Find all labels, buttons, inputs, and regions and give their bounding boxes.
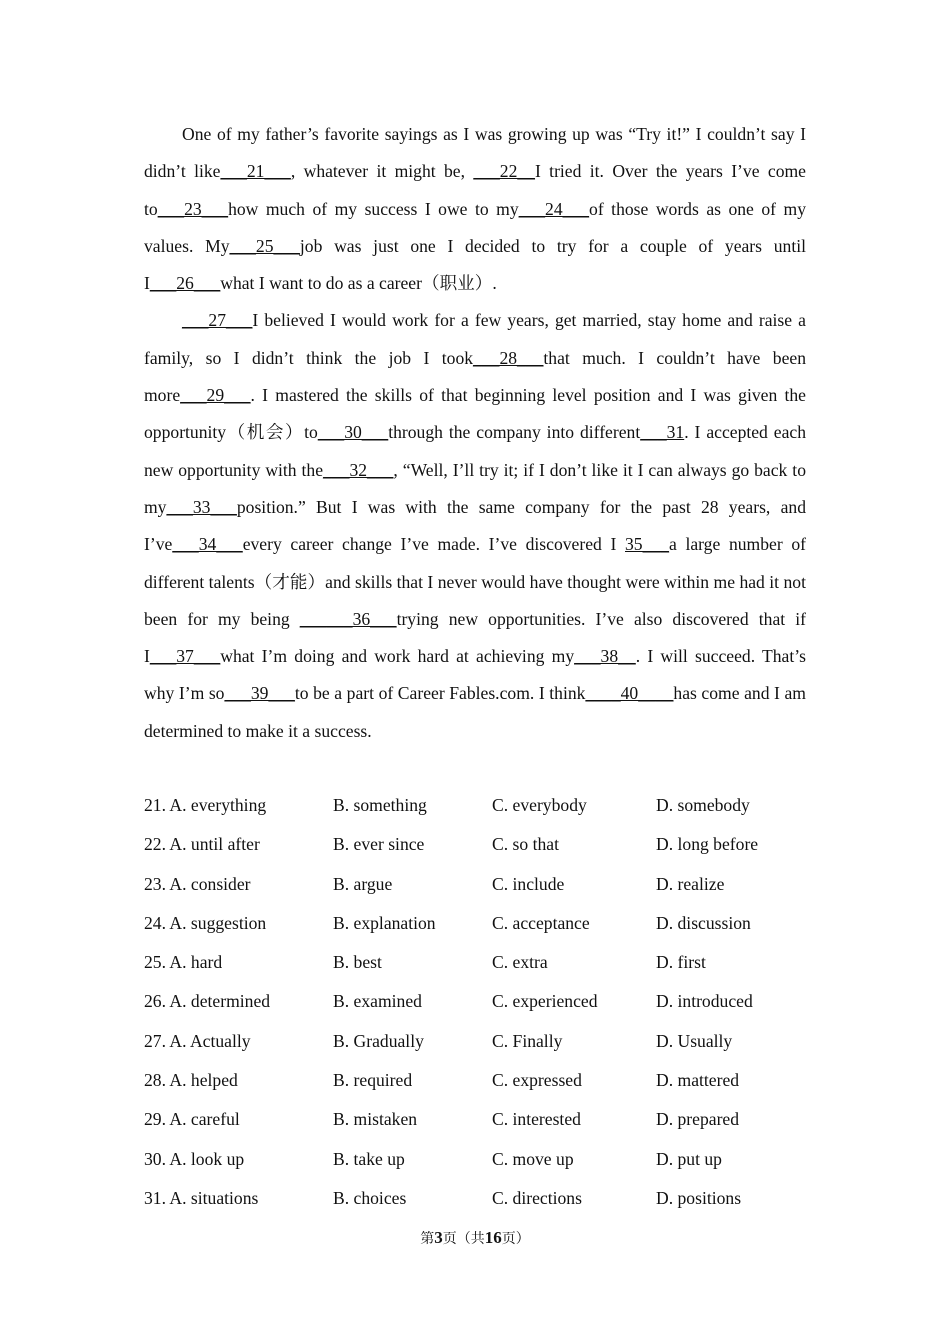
option-choice: D. mattered [656,1070,740,1091]
option-row [144,1181,824,1220]
option-row [144,788,824,827]
option-row [144,1024,824,1063]
option-choice: D. introduced [656,991,753,1012]
option-choice: B. argue [333,873,393,894]
answer-blank: ______36___ [299,608,397,629]
option-choice: D. realize [656,873,725,894]
option-choice: 29. A. careful [144,1109,240,1130]
option-row [144,827,824,866]
option-row [144,906,824,945]
option-choice: 21. A. everything [144,795,267,815]
passage-text: . I mastered the skills of that beginning level position and I was given the opportunity（机会）to [144,385,806,443]
option-choice: D. first [656,952,706,973]
answer-blank: ____40____ [585,683,674,704]
option-choice: C. expressed [492,1070,582,1091]
option-choice: D. discussion [656,912,751,933]
option-choice: B. required [333,1070,413,1091]
answer-blank: ___28___ [473,347,544,368]
answer-blank: ___27___ [182,310,253,331]
passage-text: has come and I am determined to make it a success. [144,683,806,741]
passage-text: I believed I would work for a few years, get married, stay home and raise a family, so I didn’t think the job I took [144,310,806,368]
option-choice: 26. A. determined [144,991,271,1012]
option-choice: C. directions [492,1187,582,1208]
footer-suffix: 页） [501,1232,530,1247]
answer-blank: ___21___ [220,161,291,182]
option-choice: B. best [333,952,382,973]
passage-text: . I accepted each new opportunity with the [144,422,807,480]
option-row [144,1142,824,1181]
passage-text: through the company into different [388,422,641,443]
option-choice: D. prepared [656,1109,740,1130]
passage-text: of those words as one of my values. My [144,198,806,256]
option-row [144,867,824,906]
answer-blank: ___29___ [180,385,251,406]
passage-text: , “Well, I’ll try it; if I don’t like it I can always go back to my [144,459,806,517]
answer-options [144,788,824,1220]
option-choice: D. positions [656,1187,742,1208]
option-choice: 24. A. suggestion [144,912,267,933]
option-choice: C. everybody [492,795,587,815]
option-choice: B. something [333,795,427,815]
option-choice: C. move up [492,1148,574,1169]
option-choice: D. somebody [656,795,750,815]
passage-text: position.” But I was with the same company for the past 28 years, and I’ve [144,496,806,555]
footer-prefix: 第 [420,1232,435,1247]
option-choice: C. Finally [492,1030,563,1051]
page-footer [0,1228,950,1248]
option-choice: C. include [492,873,565,894]
option-choice: B. choices [333,1187,407,1208]
option-row [144,984,824,1023]
option-choice: 23. A. consider [144,873,251,894]
option-choice: 31. A. situations [144,1187,259,1208]
passage-text: how much of my success I owe to my [228,198,519,219]
option-choice: C. so that [492,834,559,855]
option-choice: 30. A. look up [144,1148,245,1169]
option-choice: B. Gradually [333,1030,424,1051]
passage-text: every career change I’ve made. I’ve discovered I [242,534,625,555]
option-choice: B. take up [333,1148,405,1169]
option-row [144,1102,824,1141]
answer-blank: ___22__ [473,161,535,182]
option-choice: C. acceptance [492,912,590,933]
passage-text: trying new opportunities. I’ve also discovered that if I [144,608,807,667]
option-choice: B. mistaken [333,1109,418,1130]
passage-text: a large number of different talents（才能）and skills that I never would have thought were within me had it not been for my being [144,534,806,629]
footer-page-number: 3 [434,1228,443,1247]
answer-blank: ___39___ [224,683,295,704]
passage-text: I tried it. Over the years I’ve come to [144,161,806,219]
option-choice: D. Usually [656,1030,733,1051]
option-row [144,1063,824,1102]
answer-blank: ___32___ [323,459,394,480]
option-choice: B. examined [333,991,422,1012]
passage-text: , whatever it might be, [290,161,474,182]
footer-total-pages: 16 [484,1228,502,1247]
answer-blank: ___31 [640,422,685,443]
answer-blank: ___26___ [149,273,221,294]
option-choice: D. put up [656,1148,722,1169]
option-choice: 27. A. Actually [144,1030,251,1051]
answer-blank: ___38__ [574,646,636,667]
option-choice: 22. A. until after [144,834,260,855]
option-choice: C. interested [492,1109,581,1130]
answer-blank: ___30___ [317,422,389,443]
passage-paragraph-1 [144,116,806,302]
option-choice: 25. A. hard [144,952,223,973]
passage-text: what I’m doing and work hard at achieving my [220,646,575,667]
option-row [144,945,824,984]
answer-blank: ___24___ [518,198,590,219]
option-choice: D. long before [656,834,759,855]
option-choice: B. ever since [333,834,425,855]
answer-blank: ___25___ [229,235,300,256]
answer-blank: 35___ [625,534,669,555]
answer-blank: ___33___ [166,496,237,517]
answer-blank: ___34___ [172,534,243,555]
passage-text: One of my father’s favorite sayings as I was growing up was “Try it!” I couldn’t say I didn’t like [144,124,806,182]
footer-middle: 页（共 [442,1232,485,1247]
passage-text: . I will succeed. That’s why I’m so [144,646,806,704]
option-choice: 28. A. helped [144,1070,238,1091]
answer-blank: ___23___ [157,198,229,219]
passage-text: job was just one I decided to try for a couple of years until I [144,235,806,294]
answer-blank: ___37___ [149,646,221,667]
passage-text: what I want to do as a career（职业）. [220,273,497,294]
option-choice: C. extra [492,952,548,973]
passage-paragraph-2 [144,302,806,750]
passage-text: to be a part of Career Fables.com. I think [294,683,586,704]
option-choice: C. experienced [492,991,598,1012]
cloze-passage [144,116,806,750]
option-choice: B. explanation [333,912,436,933]
passage-text: that much. I couldn’t have been more [144,347,806,406]
